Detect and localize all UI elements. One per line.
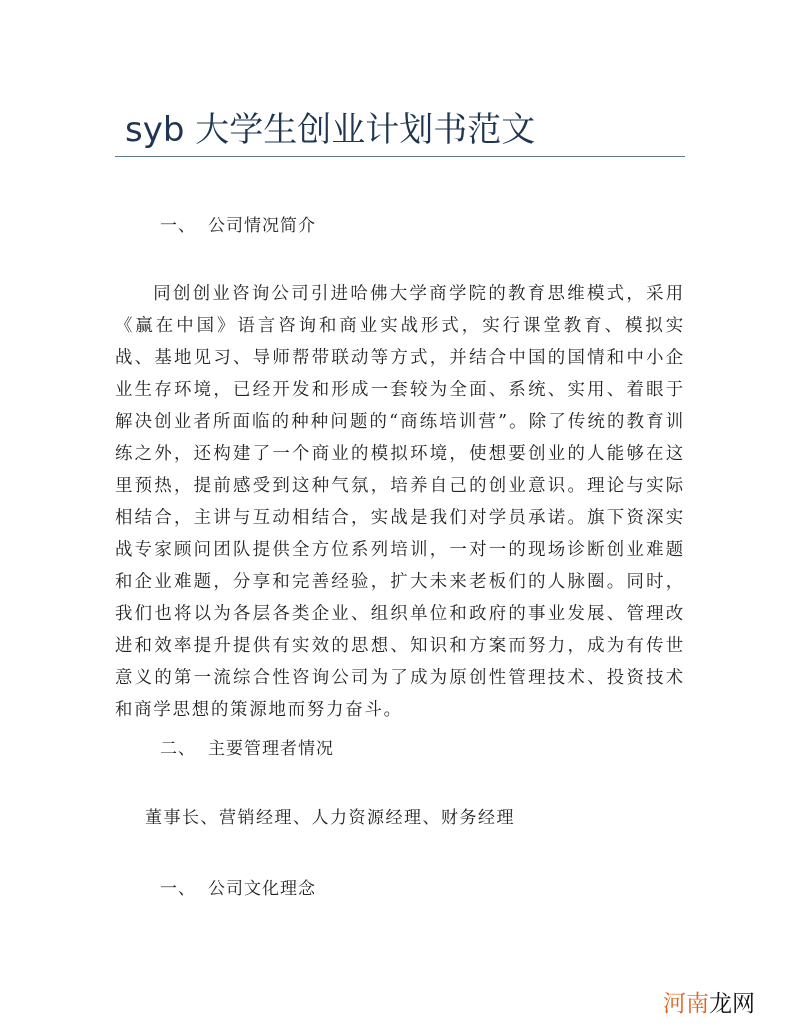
section-title: 主要管理者情况 xyxy=(208,739,334,759)
section-title: 公司文化理念 xyxy=(208,879,316,899)
intro-paragraph: 同创创业咨询公司引进哈佛大学商学院的教育思维模式，采用《赢在中国》语言咨询和商业实战形式，实行课堂教育、模拟实战、基地见习、导师帮带联动等方式，并结合中国的国情和中小企业生存环境，已经开发和形成一套较为全面、系统、实用、着眼于解决创业者所面临的种种问题的“商练培训营”。除了传统的教育训练之外，还构建了一个商业的模拟环境，使想要创业的人能够在这里预热，提前感受到这种气氛，培养自己的创业意识。理论与实际相结合，主讲与互动相结合，实战是我们对学员承诺。旗下资深实战专家顾问团队提供全方位系列培训，一对一的现场诊断创业难题和企业难题，分享和完善经验，扩大未来老板们的人脉圈。同时，我们也将以为各层各类企业、组织单位和政府的事业发展、管理改进和效率提升提供有实效的思想、知识和方案而努力，成为有传世意义的第一流综合性咨询公司为了成为原创性管理技术、投资技术和商学思想的策源地而努力奋斗。 xyxy=(115,284,685,720)
section-heading-2 xyxy=(160,734,334,759)
site-watermark xyxy=(663,985,755,1018)
section-number: 一、 xyxy=(160,216,196,236)
section-heading-1 xyxy=(160,211,316,236)
managers-list: 董事长、营销经理、人力资源经理、财务经理 xyxy=(145,808,515,828)
watermark-part2: 龙网 xyxy=(709,991,755,1017)
document-title: syb 大学生创业计划书范文 xyxy=(125,110,536,150)
title-divider xyxy=(115,156,685,157)
section-number: 一、 xyxy=(160,879,196,899)
watermark-part1: 河南 xyxy=(663,991,709,1017)
section-title: 公司情况简介 xyxy=(208,216,316,236)
section-heading-3 xyxy=(160,874,316,899)
section-number: 二、 xyxy=(160,739,196,759)
